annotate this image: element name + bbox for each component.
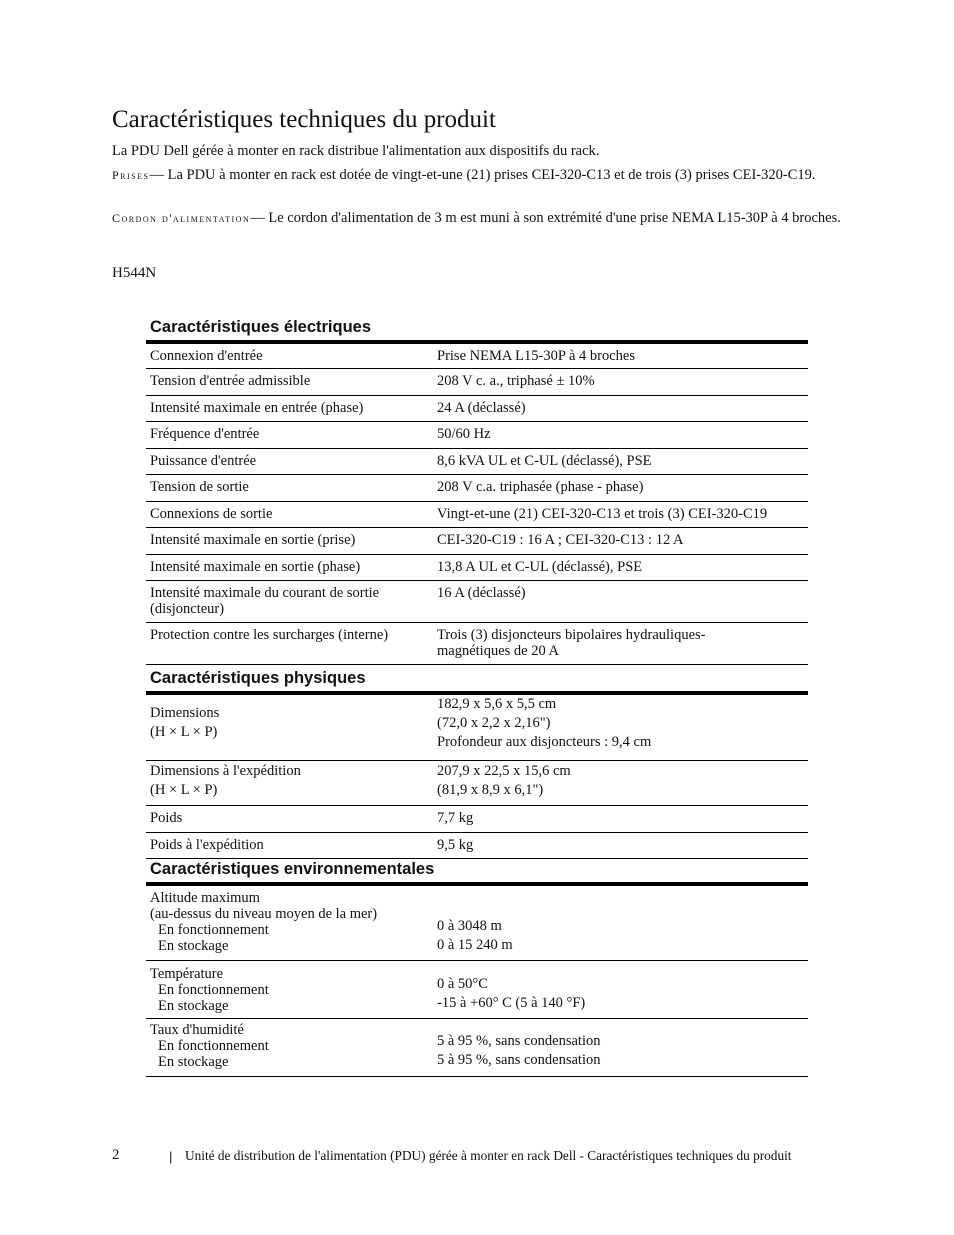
row-label-line: (disjoncteur) — [150, 601, 225, 617]
outlets-text: — La PDU à monter en rack est dotée de vingt-et-une (21) prises CEI-320-C13 et de trois (3) prises CEI-320-C19. — [149, 167, 816, 183]
row-value: 9,5 kg — [437, 837, 474, 853]
table-row — [146, 396, 808, 422]
row-label-line: En stockage — [158, 938, 229, 954]
row-value: 16 A (déclassé) — [437, 585, 526, 601]
row-label-line: (au-dessus du niveau moyen de la mer) — [150, 906, 378, 922]
row-label — [146, 585, 437, 622]
table-row — [146, 475, 808, 502]
row-label-line: (H × L × P) — [150, 724, 218, 740]
row-label — [146, 695, 437, 760]
physical-spec-table — [146, 669, 808, 859]
row-value: Vingt-et-une (21) CEI-320-C13 et trois (3) CEI-320-C19 — [437, 506, 768, 522]
table-row — [146, 1019, 808, 1077]
row-value-line: 5 à 95 %, sans condensation — [437, 1033, 601, 1049]
row-label: Tension de sortie — [150, 479, 249, 495]
electrical-heading: Caractéristiques électriques — [146, 318, 808, 344]
table-row — [146, 623, 808, 665]
electrical-spec-table — [146, 318, 808, 665]
row-value-line: 182,9 x 5,6 x 5,5 cm — [437, 696, 557, 712]
row-label-line: En fonctionnement — [158, 982, 269, 998]
table-row — [146, 344, 808, 369]
row-label: Intensité maximale en sortie (phase) — [150, 559, 361, 575]
table-row — [146, 833, 808, 859]
cord-label: Cordon d'alimentation — [112, 211, 251, 225]
row-label-line: Dimensions à l'expédition — [150, 763, 301, 779]
page-number: 2 — [112, 1147, 120, 1163]
footer-running-title: Unité de distribution de l'alimentation (PDU) gérée à monter en rack Dell - Caractéristiques techniques du produit — [185, 1148, 792, 1163]
row-label: Poids à l'expédition — [150, 837, 264, 853]
table-row — [146, 555, 808, 581]
row-value: 24 A (déclassé) — [437, 400, 526, 416]
table-row — [146, 886, 808, 961]
table-row — [146, 581, 808, 623]
cord-paragraph — [112, 209, 842, 229]
table-row — [146, 695, 808, 761]
table-row — [146, 528, 808, 555]
footer-separator: | — [169, 1149, 173, 1164]
row-value — [437, 1022, 808, 1076]
row-label-line: En stockage — [158, 1054, 229, 1070]
model-number: H544N — [112, 265, 157, 281]
row-label-line: Intensité maximale du courant de sortie — [150, 585, 380, 601]
row-value-line: Trois (3) disjoncteurs bipolaires hydrauliques- — [437, 627, 706, 643]
row-label-line: En fonctionnement — [158, 1038, 269, 1054]
table-row — [146, 422, 808, 449]
row-label-line: (H × L × P) — [150, 782, 218, 798]
table-row — [146, 449, 808, 475]
row-label: Fréquence d'entrée — [150, 426, 260, 442]
row-value: Prise NEMA L15-30P à 4 broches — [437, 348, 636, 364]
row-value-line: -15 à +60° C (5 à 140 °F) — [437, 995, 586, 1011]
row-label-line: Taux d'humidité — [150, 1022, 244, 1038]
row-value — [437, 695, 808, 760]
row-value — [437, 890, 808, 960]
row-label: Connexions de sortie — [150, 506, 273, 522]
intro-paragraph: La PDU Dell gérée à monter en rack distribue l'alimentation aux dispositifs du rack. — [112, 143, 600, 159]
row-label-line: En fonctionnement — [158, 922, 269, 938]
row-value: CEI-320-C19 : 16 A ; CEI-320-C13 : 12 A — [437, 532, 684, 548]
table-row — [146, 761, 808, 806]
row-label — [146, 966, 437, 1018]
table-row — [146, 806, 808, 833]
row-value — [437, 966, 808, 1018]
row-label: Tension d'entrée admissible — [150, 373, 311, 389]
row-value-line: 207,9 x 22,5 x 15,6 cm — [437, 763, 571, 779]
page-title: Caractéristiques techniques du produit — [112, 106, 496, 133]
table-row — [146, 961, 808, 1019]
row-value-line: 0 à 50°C — [437, 976, 488, 992]
row-value-line: Profondeur aux disjoncteurs : 9,4 cm — [437, 734, 652, 750]
row-value-line: magnétiques de 20 A — [437, 643, 560, 659]
row-label-line: Dimensions — [150, 705, 220, 721]
row-value — [437, 627, 808, 664]
row-label: Connexion d'entrée — [150, 348, 263, 364]
row-label-line: Température — [150, 966, 224, 982]
environment-heading: Caractéristiques environnementales — [146, 860, 808, 886]
row-value: 13,8 A UL et C-UL (déclassé), PSE — [437, 559, 643, 575]
row-label — [146, 762, 437, 805]
environment-spec-table — [146, 860, 808, 1077]
row-label: Puissance d'entrée — [150, 453, 257, 469]
row-value-line: (81,9 x 8,9 x 6,1") — [437, 782, 544, 798]
row-label-line: Altitude maximum — [150, 890, 260, 906]
row-label: Intensité maximale en entrée (phase) — [150, 400, 364, 416]
row-value: 208 V c. a., triphasé ± 10% — [437, 373, 595, 389]
row-value: 208 V c.a. triphasée (phase - phase) — [437, 479, 644, 495]
outlets-paragraph — [112, 166, 842, 186]
table-row — [146, 369, 808, 396]
row-label-line: En stockage — [158, 998, 229, 1014]
outlets-label: Prises — [112, 168, 150, 182]
table-row — [146, 502, 808, 528]
row-value-line: 5 à 95 %, sans condensation — [437, 1052, 601, 1068]
row-value: 8,6 kVA UL et C-UL (déclassé), PSE — [437, 453, 652, 469]
row-value: 7,7 kg — [437, 810, 474, 826]
row-label: Intensité maximale en sortie (prise) — [150, 532, 356, 548]
row-label: Protection contre les surcharges (interne) — [150, 627, 389, 643]
row-label — [146, 890, 437, 960]
cord-text: — Le cordon d'alimentation de 3 m est muni à son extrémité d'une prise NEMA L15-30P à 4 broches. — [250, 210, 841, 226]
row-value-line: (72,0 x 2,2 x 2,16") — [437, 715, 551, 731]
physical-heading: Caractéristiques physiques — [146, 669, 808, 695]
row-value-line: 0 à 15 240 m — [437, 937, 513, 953]
row-label: Poids — [150, 810, 183, 826]
row-value-line: 0 à 3048 m — [437, 918, 502, 934]
row-value — [437, 762, 808, 805]
row-value: 50/60 Hz — [437, 426, 491, 442]
row-label — [146, 1022, 437, 1076]
